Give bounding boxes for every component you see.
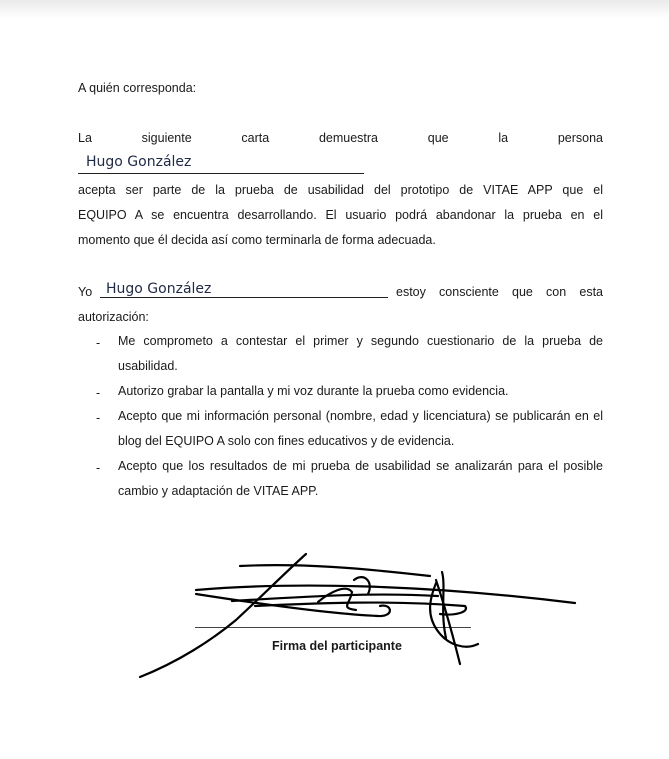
bullet-mark: - xyxy=(96,411,101,425)
body-line-1: acepta ser parte de la prueba de usabilidad del prototipo de VITAE APP que el xyxy=(78,183,603,197)
intro-word: la xyxy=(498,131,509,145)
intro-word: demuestra xyxy=(318,131,379,145)
yo-label: Yo xyxy=(78,285,93,299)
bullet-mark: - xyxy=(96,461,101,475)
intro-word: que xyxy=(427,131,449,145)
signature-label: Firma del participante xyxy=(272,639,402,653)
list-item: Acepto que los resultados de mi prueba de usabilidad se analizarán para el posible cambio y adaptación de VITAE APP. xyxy=(118,459,603,498)
participant-name: Hugo González xyxy=(86,154,192,170)
greeting: A quién corresponda: xyxy=(78,81,197,95)
bullet-mark: - xyxy=(96,386,101,400)
list-item: Acepto que mi información personal (nombre, edad y licenciatura) se publicarán en el blog del EQUIPO A solo con fines educativos y de evidencia. xyxy=(118,409,603,448)
list-item: Autorizo grabar la pantalla y mi voz durante la prueba como evidencia. xyxy=(118,384,509,398)
authorization-label: autorización: xyxy=(78,310,149,324)
list-item: Me comprometo a contestar el primer y segundo cuestionario de la prueba de usabilidad. xyxy=(118,334,603,373)
body-line-2: EQUIPO A se encuentra desarrollando. El usuario podrá abandonar la prueba en el xyxy=(78,208,603,222)
bullet-mark: - xyxy=(96,336,101,350)
intro-word: persona xyxy=(557,131,603,145)
body-line-3: momento que él decida así como terminarla de forma adecuada. xyxy=(78,233,436,247)
consent-tail: estoy consciente que con esta xyxy=(396,285,603,299)
yo-name: Hugo González xyxy=(106,281,212,297)
intro-word: carta xyxy=(241,131,270,145)
intro-word: La xyxy=(78,131,92,145)
intro-word: siguiente xyxy=(141,131,192,145)
